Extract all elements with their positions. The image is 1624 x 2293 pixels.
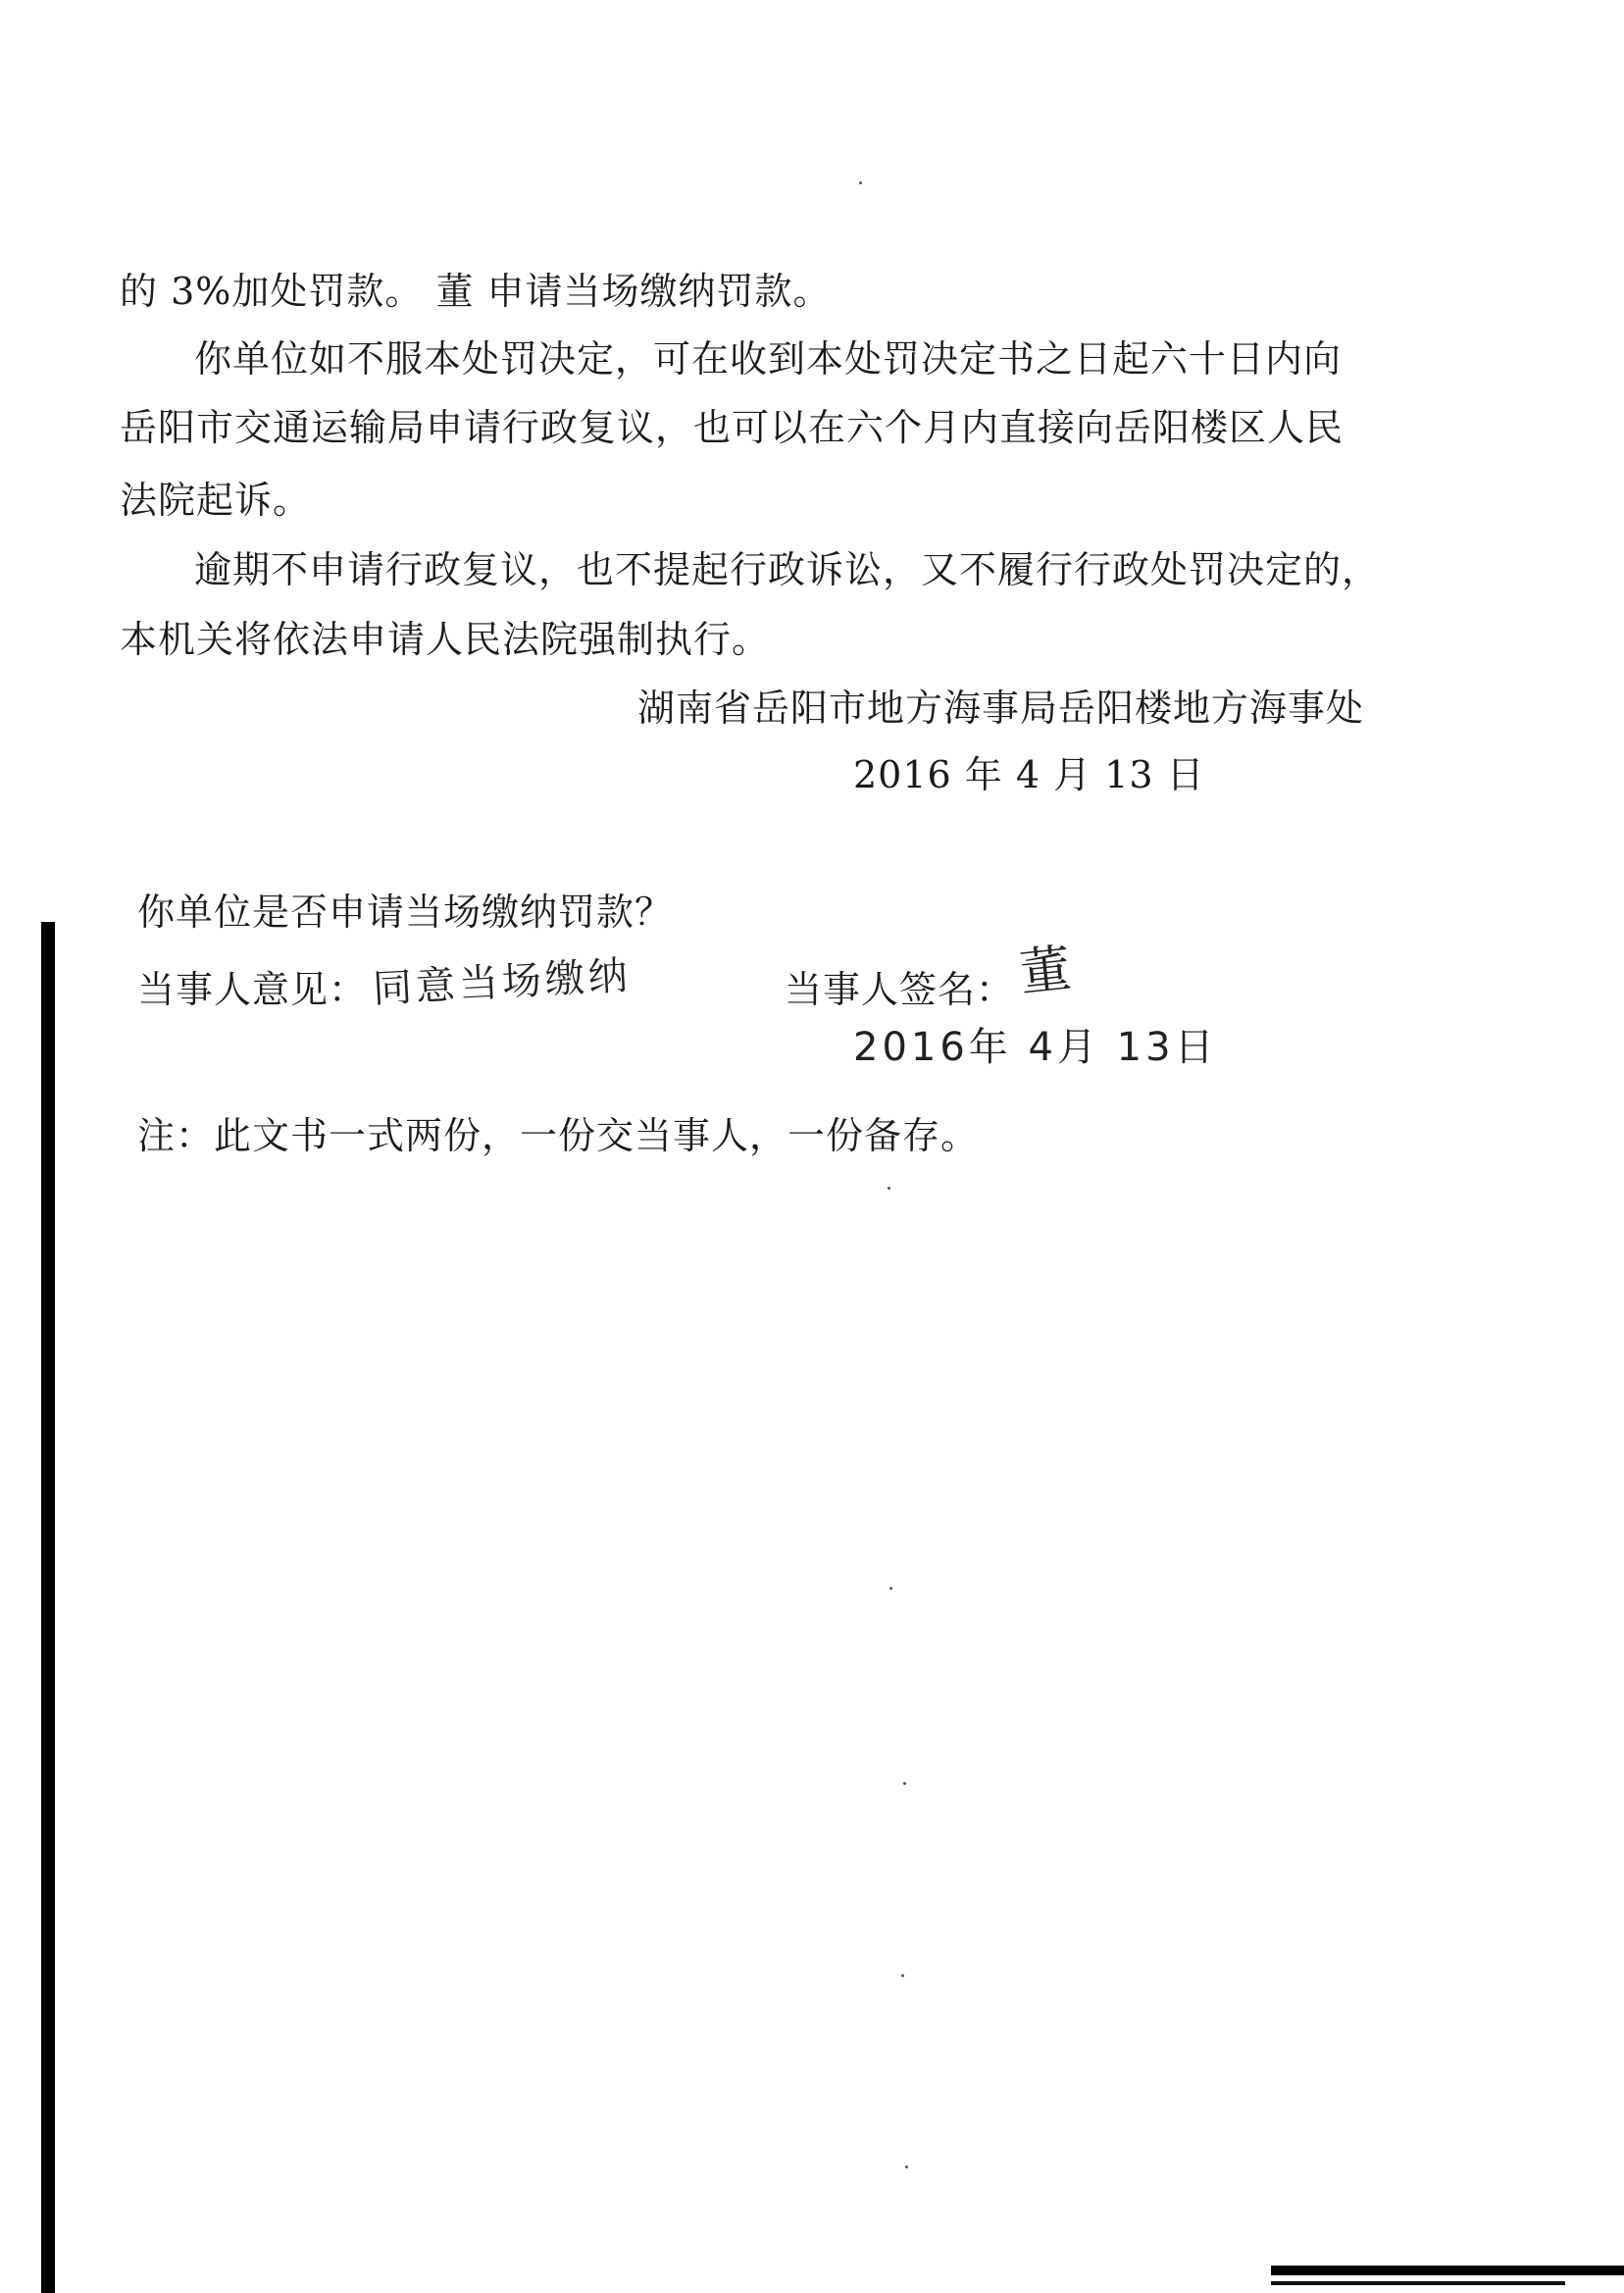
sign-date-handwriting: 2016年 4月 13日	[853, 1025, 1218, 1070]
penalty-end-line: 的 3%加处罚款。 董 申请当场缴纳罚款。	[120, 270, 832, 313]
party-question: 你单位是否申请当场缴纳罚款？	[137, 891, 674, 934]
review-paragraph-line-3: 法院起诉。	[120, 479, 312, 522]
scan-speck	[859, 181, 862, 184]
opinion-label: 当事人意见：	[137, 968, 368, 1011]
issuer-name: 湖南省岳阳市地方海事局岳阳楼地方海事处	[637, 687, 1365, 730]
enforce-paragraph-line-2: 本机关将依法申请人民法院强制执行。	[120, 618, 771, 661]
signature-handwriting: 董	[1017, 939, 1078, 1003]
scan-speck	[901, 1974, 904, 1977]
note-text: 注：此文书一式两份，一份交当事人，一份备存。	[137, 1114, 980, 1157]
issue-date: 2016 年 4 月 13 日	[853, 753, 1205, 796]
opinion-handwriting: 同意当场缴纳	[371, 953, 634, 1012]
scan-edge-bottom-line	[1271, 2281, 1565, 2285]
scan-speck	[905, 2166, 908, 2168]
scan-speck	[889, 1587, 892, 1590]
scan-speck	[888, 1187, 890, 1190]
scan-edge-bottom	[1271, 2266, 1624, 2275]
review-paragraph-line-1: 你单位如不服本处罚决定，可在收到本处罚决定书之日起六十日内向	[194, 337, 1343, 381]
scan-speck	[903, 1782, 906, 1785]
scan-edge-left	[41, 922, 55, 2293]
signature-label: 当事人签名：	[785, 968, 1015, 1011]
enforce-paragraph-line-1: 逾期不申请行政复议，也不提起行政诉讼，又不履行行政处罚决定的，	[194, 548, 1381, 591]
review-paragraph-line-2: 岳阳市交通运输局申请行政复议，也可以在六个月内直接向岳阳楼区人民	[120, 406, 1345, 449]
